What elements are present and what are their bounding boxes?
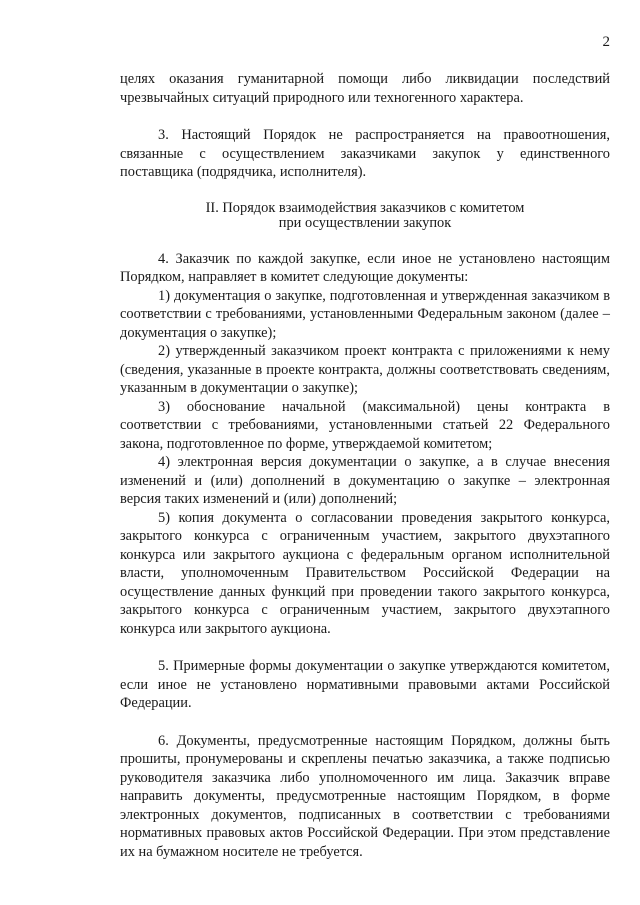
paragraph-6: 6. Документы, предусмотренные настоящим Порядком, должны быть прошиты, пронумерованы и скреплены печатью заказчика, а также подписью руководителя заказчика либо уполномоченного им лица. Заказчик вправе направить документы, предусмотренные настоящим Порядком, в форме электронных документов, подписанных в соответствии с требованиями нормативных правовых актов Российской Федерации. При этом представление их на бумажном носителе не требуется.: [120, 732, 610, 860]
paragraph-5: 5. Примерные формы документации о закупке утверждаются комитетом, если иное не установлено нормативными правовыми актами Российской Федерации.: [120, 658, 610, 711]
paragraph-4: 4. Заказчик по каждой закупке, если иное не установлено настоящим Порядком, направляет в комитет следующие документы:: [120, 250, 610, 285]
document-body: [120, 70, 610, 861]
section-heading-line-2: при осуществлении закупок: [278, 214, 452, 231]
paragraph-4-item-2: 2) утвержденный заказчиком проект контракта с приложениями к нему (сведения, указанные в проекте контракта, должны соответствовать сведениям, указанным в документации о закупке);: [120, 343, 610, 396]
paragraph-continuation: целях оказания гуманитарной помощи либо ликвидации последствий чрезвычайных ситуаций природного или техногенного характера.: [120, 71, 610, 106]
paragraph-4-item-1: 1) документация о закупке, подготовленная и утвержденная заказчиком в соответствии с требованиями, установленными Федеральным законом (далее – документация о закупке);: [120, 287, 610, 341]
paragraph-4-item-5: 5) копия документа о согласовании проведения закрытого конкурса, закрытого конкурса с ограниченным участием, закрытого двухэтапного конкурса или закрытого аукциона с федеральным органом исполнительной власти, уполномоченным Правительством Российской Федерации на осуществление данных функций при проведении такого закрытого конкурса, закрытого конкурса с ограниченным участием, закрытого двухэтапного конкурса или закрытого аукциона.: [120, 509, 610, 637]
paragraph-4-item-3: 3) обоснование начальной (максимальной) цены контракта в соответствии с требованиями, установленными статьей 22 Федерального закона, подготовленное по форме, утверждаемой комитетом;: [120, 398, 610, 452]
section-heading-line-1: II. Порядок взаимодействия заказчиков с комитетом: [205, 199, 525, 216]
paragraph-3: 3. Настоящий Порядок не распространяется на правоотношения, связанные с осуществлением заказчиками закупок у единственного поставщика (подрядчика, исполнителя).: [120, 127, 610, 180]
page-number: 2: [602, 34, 610, 50]
paragraph-4-item-4: 4) электронная версия документации о закупке, а в случае внесения изменений и (или) дополнений в документацию о закупке – электронная версия таких изменений и (или) дополнений;: [120, 454, 610, 507]
